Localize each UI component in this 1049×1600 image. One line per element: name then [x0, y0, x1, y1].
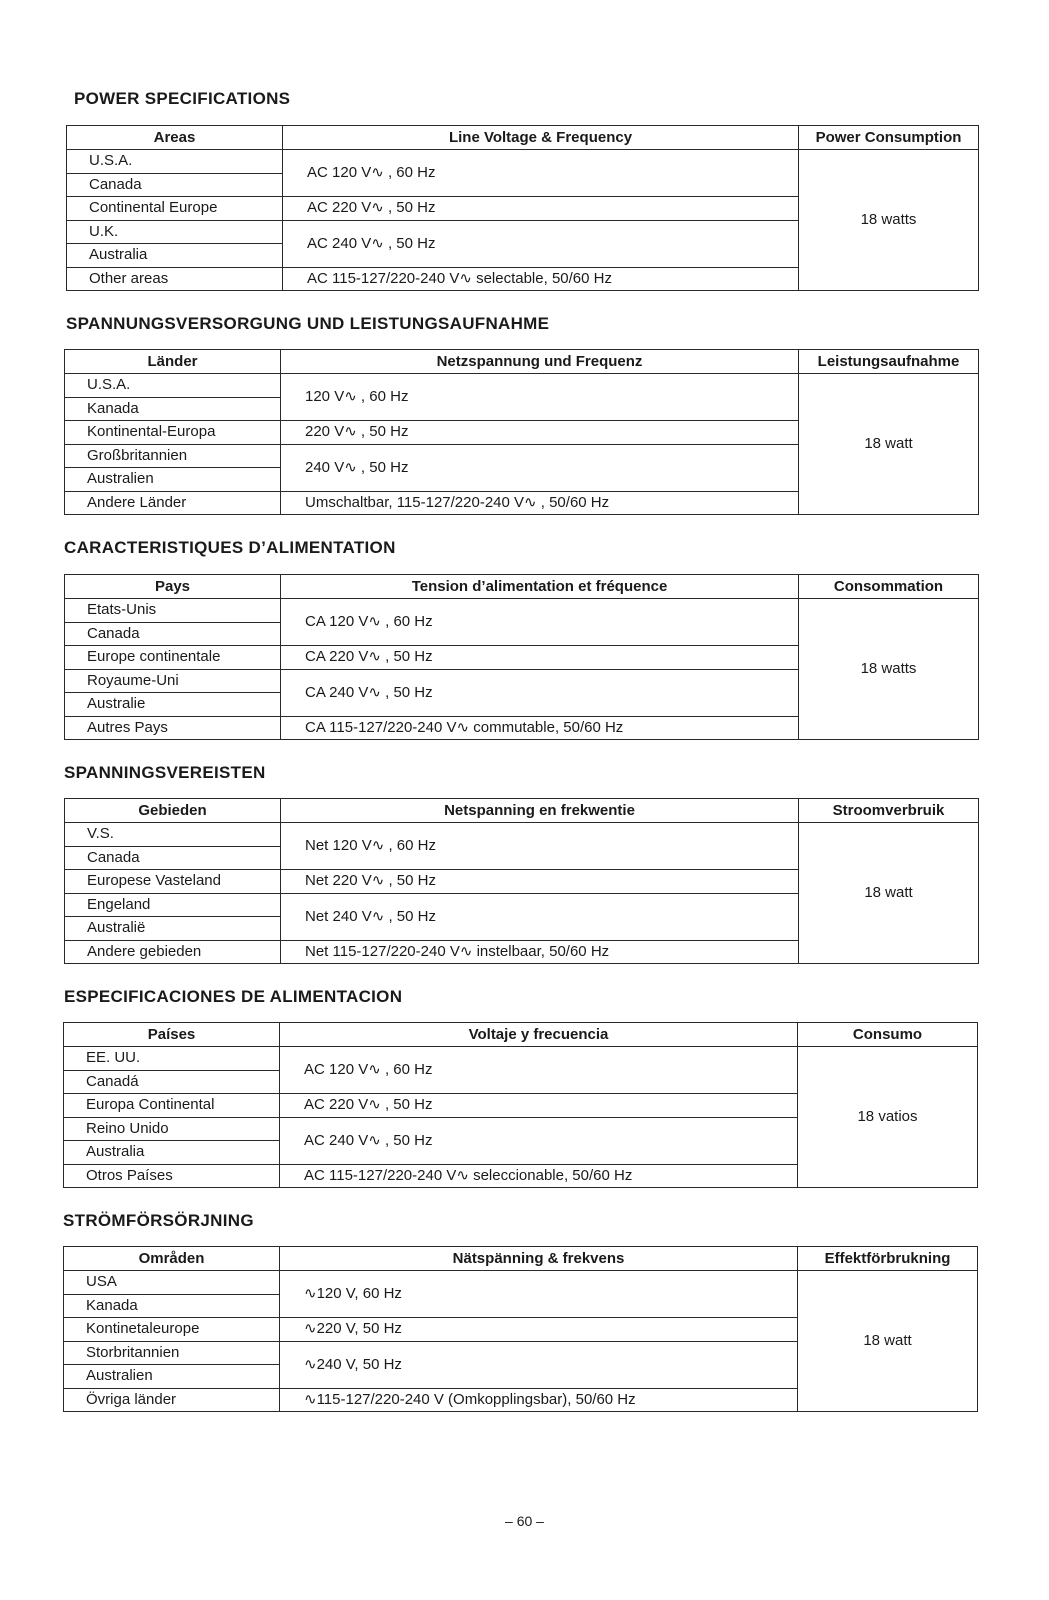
section-title: SPANNINGSVEREISTEN	[64, 763, 266, 782]
area-cell: Andere gebieden	[65, 940, 281, 964]
power-cell: 18 watts	[799, 150, 979, 291]
table-row	[64, 1271, 978, 1295]
section-title: POWER SPECIFICATIONS	[74, 89, 291, 108]
area-cell: U.K.	[67, 220, 283, 244]
area-cell: Reino Unido	[64, 1117, 280, 1141]
column-header-voltage: Nätspänning & frekvens	[280, 1247, 798, 1271]
table-header-row	[64, 1023, 978, 1047]
page-number: – 60 –	[505, 1513, 544, 1529]
table-row	[65, 374, 979, 398]
area-cell: Engeland	[65, 893, 281, 917]
area-cell: Kontinental-Europa	[65, 421, 281, 445]
power-cell: 18 watt	[798, 1271, 978, 1412]
area-cell: Canadá	[64, 1070, 280, 1094]
section-title: STRÖMFÖRSÖRJNING	[63, 1211, 254, 1230]
power-spec-table	[64, 798, 979, 964]
voltage-cell: 220 V∿ , 50 Hz	[281, 421, 799, 445]
section-title: CARACTERISTIQUES D’ALIMENTATION	[64, 538, 396, 557]
column-header-areas: Areas	[67, 126, 283, 150]
area-cell: Autres Pays	[65, 716, 281, 740]
voltage-cell: AC 220 V∿ , 50 Hz	[280, 1094, 798, 1118]
area-cell: Övriga länder	[64, 1388, 280, 1412]
voltage-cell: AC 240 V∿ , 50 Hz	[280, 1117, 798, 1164]
column-header-voltage: Line Voltage & Frequency	[283, 126, 799, 150]
area-cell: Australia	[64, 1141, 280, 1165]
voltage-cell: AC 120 V∿ , 60 Hz	[283, 150, 799, 197]
column-header-power: Consommation	[799, 575, 979, 599]
power-cell: 18 watt	[799, 374, 979, 515]
power-spec-table	[63, 1246, 978, 1412]
area-cell: Kanada	[64, 1294, 280, 1318]
area-cell: Europe continentale	[65, 646, 281, 670]
voltage-cell: CA 220 V∿ , 50 Hz	[281, 646, 799, 670]
area-cell: Etats-Unis	[65, 599, 281, 623]
voltage-cell: AC 220 V∿ , 50 Hz	[283, 197, 799, 221]
area-cell: Otros Países	[64, 1164, 280, 1188]
area-cell: Canada	[67, 173, 283, 197]
column-header-areas: Pays	[65, 575, 281, 599]
area-cell: Canada	[65, 846, 281, 870]
power-spec-table	[64, 349, 979, 515]
voltage-cell: Net 220 V∿ , 50 Hz	[281, 870, 799, 894]
area-cell: EE. UU.	[64, 1047, 280, 1071]
voltage-cell: ∿115-127/220-240 V (Omkopplingsbar), 50/60 Hz	[280, 1388, 798, 1412]
voltage-cell: AC 120 V∿ , 60 Hz	[280, 1047, 798, 1094]
table-row	[65, 823, 979, 847]
voltage-cell: ∿120 V, 60 Hz	[280, 1271, 798, 1318]
area-cell: Continental Europe	[67, 197, 283, 221]
area-cell: USA	[64, 1271, 280, 1295]
power-cell: 18 vatios	[798, 1047, 978, 1188]
area-cell: Royaume-Uni	[65, 669, 281, 693]
table-row	[65, 599, 979, 623]
column-header-power: Stroomverbruik	[799, 799, 979, 823]
column-header-power: Power Consumption	[799, 126, 979, 150]
area-cell: Europa Continental	[64, 1094, 280, 1118]
column-header-power: Effektförbrukning	[798, 1247, 978, 1271]
section-title: SPANNUNGSVERSORGUNG UND LEISTUNGSAUFNAHME	[66, 314, 550, 333]
section-title: ESPECIFICACIONES DE ALIMENTACION	[64, 987, 403, 1006]
table-header-row	[65, 350, 979, 374]
voltage-cell: AC 240 V∿ , 50 Hz	[283, 220, 799, 267]
column-header-voltage: Netzspannung und Frequenz	[281, 350, 799, 374]
voltage-cell: Net 240 V∿ , 50 Hz	[281, 893, 799, 940]
voltage-cell: Umschaltbar, 115-127/220-240 V∿ , 50/60 Hz	[281, 491, 799, 515]
voltage-cell: CA 240 V∿ , 50 Hz	[281, 669, 799, 716]
voltage-cell: ∿240 V, 50 Hz	[280, 1341, 798, 1388]
table-header-row	[67, 126, 979, 150]
voltage-cell: AC 115-127/220-240 V∿ seleccionable, 50/60 Hz	[280, 1164, 798, 1188]
area-cell: V.S.	[65, 823, 281, 847]
area-cell: Großbritannien	[65, 444, 281, 468]
power-cell: 18 watt	[799, 823, 979, 964]
voltage-cell: Net 120 V∿ , 60 Hz	[281, 823, 799, 870]
voltage-cell: AC 115-127/220-240 V∿ selectable, 50/60 Hz	[283, 267, 799, 291]
voltage-cell: 120 V∿ , 60 Hz	[281, 374, 799, 421]
area-cell: U.S.A.	[65, 374, 281, 398]
area-cell: Australie	[65, 693, 281, 717]
column-header-voltage: Tension d’alimentation et fréquence	[281, 575, 799, 599]
area-cell: Australien	[65, 468, 281, 492]
power-spec-table	[66, 125, 979, 291]
area-cell: U.S.A.	[67, 150, 283, 174]
table-header-row	[65, 799, 979, 823]
power-spec-table	[63, 1022, 978, 1188]
area-cell: Storbritannien	[64, 1341, 280, 1365]
column-header-voltage: Voltaje y frecuencia	[280, 1023, 798, 1047]
table-row	[67, 150, 979, 174]
column-header-areas: Områden	[64, 1247, 280, 1271]
column-header-voltage: Netspanning en frekwentie	[281, 799, 799, 823]
area-cell: Other areas	[67, 267, 283, 291]
area-cell: Australien	[64, 1365, 280, 1389]
voltage-cell: Net 115-127/220-240 V∿ instelbaar, 50/60 Hz	[281, 940, 799, 964]
voltage-cell: CA 120 V∿ , 60 Hz	[281, 599, 799, 646]
voltage-cell: 240 V∿ , 50 Hz	[281, 444, 799, 491]
column-header-areas: Países	[64, 1023, 280, 1047]
area-cell: Kontinetaleurope	[64, 1318, 280, 1342]
power-spec-table	[64, 574, 979, 740]
column-header-areas: Gebieden	[65, 799, 281, 823]
area-cell: Australia	[67, 244, 283, 268]
table-row	[64, 1047, 978, 1071]
area-cell: Kanada	[65, 397, 281, 421]
area-cell: Australië	[65, 917, 281, 941]
voltage-cell: ∿220 V, 50 Hz	[280, 1318, 798, 1342]
area-cell: Europese Vasteland	[65, 870, 281, 894]
column-header-power: Consumo	[798, 1023, 978, 1047]
area-cell: Andere Länder	[65, 491, 281, 515]
column-header-power: Leistungsaufnahme	[799, 350, 979, 374]
column-header-areas: Länder	[65, 350, 281, 374]
table-header-row	[64, 1247, 978, 1271]
power-cell: 18 watts	[799, 599, 979, 740]
voltage-cell: CA 115-127/220-240 V∿ commutable, 50/60 Hz	[281, 716, 799, 740]
area-cell: Canada	[65, 622, 281, 646]
table-header-row	[65, 575, 979, 599]
